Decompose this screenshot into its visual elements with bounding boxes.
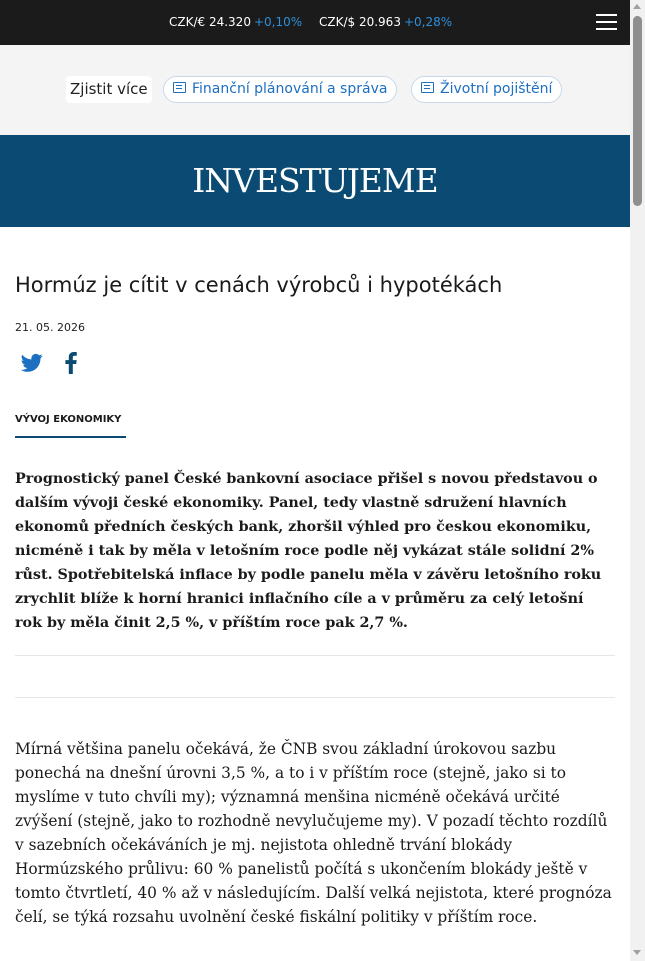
document-icon [421,82,434,93]
ticker-item-eur [169,15,302,29]
ticker-item-usd [319,15,452,29]
chip-financial-planning[interactable] [163,76,397,103]
chip-label: Finanční plánování a správa [192,81,388,97]
scroll-down-arrow-icon[interactable] [633,950,641,955]
facebook-icon[interactable] [64,352,78,374]
currency-ticker-bar [0,0,630,45]
hamburger-icon[interactable] [596,13,618,31]
category-link[interactable]: VÝVOJ EKONOMIKY [15,414,122,425]
ticker-pair: CZK/€ 24.320 [169,15,251,29]
scrollbar-thumb[interactable] [633,16,642,206]
article-lead: Prognostický panel České bankovní asociace přišel s novou představou o dalším vývoji české ekonomiky. Panel, tedy vlastně sdružení hlavních ekonomů předních českých bank, zhoršil výhled pro českou ekonomiku, nicméně i tak by měla v letošním roce podle něj vykázat stále solidní 2% růst. Spotřebitelská inflace by podle panelu měla v závěru letošního roku zrychlit blíže k horní hranici inflačního cíle a v průměru za celý letošní rok by měla činit 2,5 %, v příštím roce pak 2,7 %. [15,471,602,631]
vertical-scrollbar[interactable] [630,0,645,961]
ticker-change: +0,10% [253,15,303,29]
chip-life-insurance[interactable] [411,76,562,103]
scroll-up-arrow-icon[interactable] [633,4,641,9]
ticker-pair: CZK/$ 20.963 [319,15,401,29]
twitter-icon[interactable] [21,353,43,373]
divider [15,697,615,698]
article-date: 21. 05. 2026 [15,321,85,334]
learn-more-label: Zjistit více [66,76,152,103]
ticker-change: +0,28% [403,15,453,29]
article-title: Hormúz je cítit v cenách výrobců i hypotékách [15,273,503,297]
chip-label: Životní pojištění [440,81,553,97]
category-underline [15,436,126,438]
divider [15,655,615,656]
brand-logo[interactable]: INVESTUJEME [192,161,438,200]
article-body-paragraph: Mírná většina panelu očekává, že ČNB svou základní úrokovou sazbu ponechá na dnešní úrovni 3,5 %, a to i v příštím roce (stejně, jako si to myslíme v tuto chvíli my); významná menšina nicméně očekává určité zvýšení (stejně, jako to rozhodně nevylučujeme my). V pozadí těchto rozdílů v sazebních očekáváních je mj. nejistota ohledně trvání blokády Hormúzského průlivu: 60 % panelistů počítá s ukončením blokády ještě v tomto čtvrtletí, 40 % až v následujícím. Další velká nejistota, které prognóza čelí, se týká rozsahu uvolnění české fiskální politiky v příštím roce. [15,740,612,926]
document-icon [173,82,186,93]
